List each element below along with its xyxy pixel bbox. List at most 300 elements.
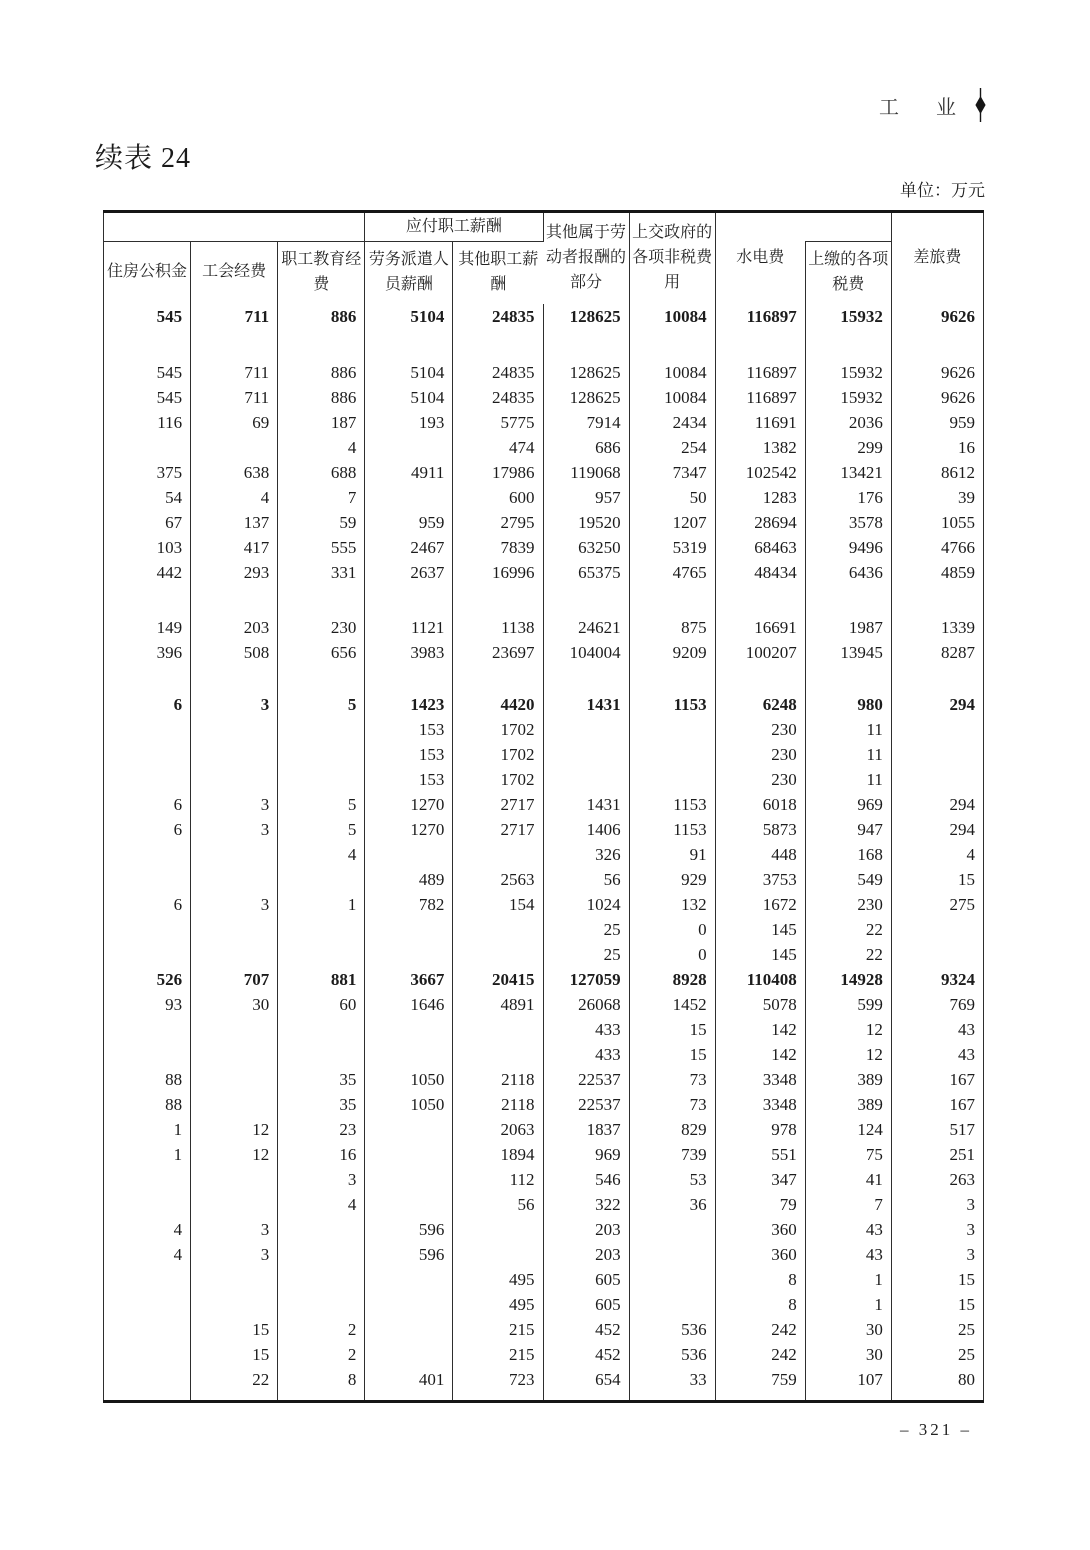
- table-cell: 53: [629, 1167, 715, 1192]
- table-cell: 153: [365, 717, 453, 742]
- table-cell: 474: [453, 435, 543, 460]
- table-cell: 116897: [715, 304, 805, 329]
- table-cell: [365, 1117, 453, 1142]
- table-cell: 15932: [805, 304, 891, 329]
- table-cell: 555: [278, 535, 365, 560]
- table-cell: 969: [805, 792, 891, 817]
- table-cell: [278, 1267, 365, 1292]
- table-cell: [805, 585, 891, 615]
- table-cell: [453, 1392, 543, 1402]
- table-cell: 4859: [891, 560, 983, 585]
- header-blank-cell-right: [805, 212, 891, 242]
- table-cell: 526: [156, 969, 183, 989]
- table-cell: 100207: [715, 640, 805, 665]
- table-cell: 128625: [543, 304, 629, 329]
- table-cell: [278, 1392, 365, 1402]
- table-row: [104, 1067, 984, 1092]
- table-cell: [365, 1267, 453, 1292]
- table-cell: 30: [805, 1317, 891, 1342]
- table-cell: 3348: [715, 1067, 805, 1092]
- table-cell: [278, 1242, 365, 1267]
- table-cell: [278, 665, 365, 692]
- table-cell: 103: [156, 537, 183, 557]
- table-row: [104, 1317, 984, 1342]
- table-cell: 549: [805, 867, 891, 892]
- table-cell: [365, 1042, 453, 1067]
- table-cell: 145: [715, 917, 805, 942]
- table-cell: 69: [191, 410, 278, 435]
- table-cell: 596: [365, 1242, 453, 1267]
- table-cell: 15: [891, 1292, 983, 1317]
- table-cell: 6: [173, 794, 183, 814]
- table-cell: 782: [365, 892, 453, 917]
- table-cell: 3348: [715, 1092, 805, 1117]
- table-cell: 6248: [715, 692, 805, 717]
- table-cell: 25: [891, 1342, 983, 1367]
- table-cell: 4: [173, 1244, 183, 1264]
- table-cell: 495: [453, 1267, 543, 1292]
- table-cell: [278, 742, 365, 767]
- table-cell: 275: [891, 892, 983, 917]
- table-cell: 28694: [715, 510, 805, 535]
- table-cell: 3: [891, 1217, 983, 1242]
- table-cell: 25: [543, 942, 629, 967]
- table-row: [104, 1017, 984, 1042]
- table-cell: 6018: [715, 792, 805, 817]
- table-cell: [365, 329, 453, 360]
- table-cell: [629, 742, 715, 767]
- table-cell: 102542: [715, 460, 805, 485]
- table-cell: [191, 767, 278, 792]
- table-cell: [191, 1392, 278, 1402]
- table-cell: 8612: [891, 460, 983, 485]
- col-header-taxes-paid: 上缴的各项税费: [805, 242, 891, 304]
- table-cell: 43: [891, 1017, 983, 1042]
- table-cell: 35: [278, 1067, 365, 1092]
- table-cell: 4: [278, 842, 365, 867]
- table-cell: 739: [629, 1142, 715, 1167]
- table-cell: [365, 1342, 453, 1367]
- table-cell: [191, 1192, 278, 1217]
- table-cell: [629, 1392, 715, 1402]
- table-cell: 6436: [805, 560, 891, 585]
- table-cell: 24835: [453, 385, 543, 410]
- table-cell: [365, 1192, 453, 1217]
- table-cell: 80: [891, 1367, 983, 1392]
- table-cell: 36: [629, 1192, 715, 1217]
- table-cell: 22: [805, 917, 891, 942]
- table-cell: 2717: [453, 817, 543, 842]
- table-cell: 88: [165, 1069, 183, 1089]
- table-cell: [191, 1092, 278, 1117]
- table-cell: 1270: [365, 792, 453, 817]
- table-cell: 2118: [453, 1067, 543, 1092]
- table-cell: 4: [191, 485, 278, 510]
- table-cell: [365, 485, 453, 510]
- table-cell: 12: [805, 1017, 891, 1042]
- table-cell: [891, 767, 983, 792]
- table-cell: 142: [715, 1017, 805, 1042]
- table-cell: 9626: [891, 360, 983, 385]
- table-cell: [715, 585, 805, 615]
- table-cell: 167: [891, 1067, 983, 1092]
- table-cell: 2063: [453, 1117, 543, 1142]
- table-cell: [278, 1217, 365, 1242]
- table-cell: 73: [629, 1067, 715, 1092]
- table-cell: 881: [278, 967, 365, 992]
- table-cell: 1431: [543, 692, 629, 717]
- table-cell: [278, 329, 365, 360]
- table-cell: 19520: [543, 510, 629, 535]
- table-body: [104, 304, 984, 1402]
- table-cell: 4891: [453, 992, 543, 1017]
- table-cell: [453, 917, 543, 942]
- table-cell: 0: [629, 942, 715, 967]
- table-cell: 1283: [715, 485, 805, 510]
- table-cell: [104, 1017, 191, 1042]
- table-cell: 3: [191, 1217, 278, 1242]
- table-row: [104, 1167, 984, 1192]
- table-cell: 59: [278, 510, 365, 535]
- table-cell: 24621: [543, 615, 629, 640]
- table-cell: 9626: [891, 385, 983, 410]
- table-cell: 3: [191, 1242, 278, 1267]
- table-cell: 193: [365, 410, 453, 435]
- table-cell: [453, 329, 543, 360]
- table-cell: 137: [191, 510, 278, 535]
- table-cell: 25: [543, 917, 629, 942]
- table-cell: 26068: [543, 992, 629, 1017]
- table-cell: 93: [165, 994, 183, 1014]
- header-blank-cell: [104, 212, 365, 242]
- table-row: [104, 767, 984, 792]
- table-cell: [629, 329, 715, 360]
- table-row: [104, 1042, 984, 1067]
- table-cell: [278, 1042, 365, 1067]
- table-cell: 600: [453, 485, 543, 510]
- table-cell: [278, 917, 365, 942]
- table-cell: [365, 665, 453, 692]
- table-cell: 63250: [543, 535, 629, 560]
- table-cell: 9496: [805, 535, 891, 560]
- table-cell: [191, 1042, 278, 1067]
- table-cell: 711: [191, 360, 278, 385]
- table-cell: [104, 742, 191, 767]
- table-row: [104, 1267, 984, 1292]
- table-cell: 230: [805, 892, 891, 917]
- table-cell: 980: [805, 692, 891, 717]
- table-cell: 1672: [715, 892, 805, 917]
- table-cell: 12: [191, 1142, 278, 1167]
- table-cell: 39: [891, 485, 983, 510]
- table-cell: 3: [191, 792, 278, 817]
- table-cell: 1270: [365, 817, 453, 842]
- table-cell: 1153: [629, 692, 715, 717]
- table-cell: 16691: [715, 615, 805, 640]
- table-cell: 294: [891, 817, 983, 842]
- table-cell: 3: [278, 1167, 365, 1192]
- table-cell: [104, 917, 191, 942]
- table-cell: 10084: [629, 304, 715, 329]
- table-cell: 41: [805, 1167, 891, 1192]
- table-cell: 50: [629, 485, 715, 510]
- table-row: [104, 1092, 984, 1117]
- table-cell: [629, 665, 715, 692]
- diamond-marker-icon: [974, 88, 987, 122]
- table-cell: 65375: [543, 560, 629, 585]
- table-cell: 686: [543, 435, 629, 460]
- table-cell: 15: [891, 867, 983, 892]
- table-cell: 15: [891, 1267, 983, 1292]
- table-cell: 605: [543, 1292, 629, 1317]
- table-cell: 1894: [453, 1142, 543, 1167]
- table-cell: 2: [278, 1317, 365, 1342]
- table-cell: 1024: [543, 892, 629, 917]
- table-cell: 1431: [543, 792, 629, 817]
- col-header-dispatched-labor-pay: 劳务派遣人员薪酬: [365, 242, 453, 304]
- table-cell: 1339: [891, 615, 983, 640]
- table-row: [104, 742, 984, 767]
- table-cell: 875: [629, 615, 715, 640]
- table-cell: 263: [891, 1167, 983, 1192]
- chapter-corner-label: [879, 88, 987, 122]
- table-cell: [365, 842, 453, 867]
- table-cell: [278, 1292, 365, 1317]
- table-cell: 688: [278, 460, 365, 485]
- table-cell: 5873: [715, 817, 805, 842]
- table-cell: 4: [891, 842, 983, 867]
- table-cell: [453, 1042, 543, 1067]
- table-cell: [453, 1017, 543, 1042]
- table-cell: 230: [715, 767, 805, 792]
- table-row: [104, 585, 984, 615]
- table-cell: 929: [629, 867, 715, 892]
- table-cell: [629, 1242, 715, 1267]
- table-cell: 4911: [365, 460, 453, 485]
- table-cell: [891, 1392, 983, 1402]
- table-cell: 1: [173, 1119, 183, 1139]
- table-cell: 12: [805, 1042, 891, 1067]
- table-cell: [629, 1292, 715, 1317]
- table-cell: [191, 1167, 278, 1192]
- table-cell: 596: [365, 1217, 453, 1242]
- table-row: [104, 1217, 984, 1242]
- table-cell: 3: [891, 1242, 983, 1267]
- table-cell: 5: [278, 792, 365, 817]
- table-cell: [715, 329, 805, 360]
- table-cell: 3667: [365, 967, 453, 992]
- table-header: [104, 212, 984, 304]
- table-cell: 886: [278, 385, 365, 410]
- table-cell: [278, 867, 365, 892]
- table-cell: 711: [191, 304, 278, 329]
- table-cell: 536: [629, 1317, 715, 1342]
- table-row: [104, 640, 984, 665]
- table-cell: 251: [891, 1142, 983, 1167]
- table-cell: 30: [191, 992, 278, 1017]
- table-cell: 3753: [715, 867, 805, 892]
- table-cell: 230: [715, 717, 805, 742]
- table-cell: 829: [629, 1117, 715, 1142]
- table-cell: 2118: [453, 1092, 543, 1117]
- table-cell: 1: [805, 1292, 891, 1317]
- table-cell: [191, 942, 278, 967]
- table-cell: 545: [156, 362, 183, 382]
- table-cell: 60: [278, 992, 365, 1017]
- table-cell: [365, 1142, 453, 1167]
- table-cell: 10084: [629, 385, 715, 410]
- table-cell: 43: [805, 1242, 891, 1267]
- table-cell: [629, 1217, 715, 1242]
- table-cell: 959: [365, 510, 453, 535]
- table-cell: 375: [156, 462, 183, 482]
- table-cell: 957: [543, 485, 629, 510]
- table-row: [104, 435, 984, 460]
- table-row: [104, 535, 984, 560]
- table-cell: 8287: [891, 640, 983, 665]
- table-cell: [715, 665, 805, 692]
- table-cell: 5: [278, 692, 365, 717]
- table-cell: [365, 585, 453, 615]
- table-cell: 4: [278, 435, 365, 460]
- table-cell: 128625: [543, 360, 629, 385]
- table-cell: 11691: [715, 410, 805, 435]
- table-cell: 293: [191, 560, 278, 585]
- table-row: [104, 329, 984, 360]
- table-cell: 4766: [891, 535, 983, 560]
- table-row: [104, 992, 984, 1017]
- table-cell: 599: [805, 992, 891, 1017]
- table-cell: [891, 329, 983, 360]
- table-cell: [104, 767, 191, 792]
- table-cell: [365, 1017, 453, 1042]
- table-cell: 8: [278, 1367, 365, 1392]
- table-cell: 1646: [365, 992, 453, 1017]
- table-cell: 448: [715, 842, 805, 867]
- table-cell: 551: [715, 1142, 805, 1167]
- table-cell: 230: [715, 742, 805, 767]
- table-row: [104, 1292, 984, 1317]
- table-cell: 215: [453, 1342, 543, 1367]
- table-cell: [629, 767, 715, 792]
- table-cell: 9209: [629, 640, 715, 665]
- table-cell: 116: [157, 412, 183, 432]
- table-cell: 13421: [805, 460, 891, 485]
- table-cell: 1153: [629, 792, 715, 817]
- table-cell: 3: [191, 892, 278, 917]
- table-cell: 68463: [715, 535, 805, 560]
- table-cell: 25: [891, 1317, 983, 1342]
- col-header-housing-fund: 住房公积金: [104, 242, 191, 304]
- col-header-other-staff-pay: 其他职工薪酬: [458, 250, 539, 293]
- table-cell: 322: [543, 1192, 629, 1217]
- table-cell: 8: [715, 1292, 805, 1317]
- table-cell: [191, 329, 278, 360]
- table-cell: 6: [173, 819, 183, 839]
- table-row: [104, 1342, 984, 1367]
- table-cell: 56: [453, 1192, 543, 1217]
- table-cell: 1153: [629, 817, 715, 842]
- table-cell: 43: [805, 1217, 891, 1242]
- table-row: [104, 1117, 984, 1142]
- table-cell: 15: [191, 1317, 278, 1342]
- table-cell: 3578: [805, 510, 891, 535]
- table-row: [104, 717, 984, 742]
- table-cell: [543, 742, 629, 767]
- table-cell: 1452: [629, 992, 715, 1017]
- table-row: [104, 1392, 984, 1402]
- table-cell: 508: [191, 640, 278, 665]
- table-cell: 242: [715, 1342, 805, 1367]
- table-cell: [191, 435, 278, 460]
- col-group-payroll: 应付职工薪酬: [365, 212, 543, 242]
- table-cell: 132: [629, 892, 715, 917]
- table-cell: 2563: [453, 867, 543, 892]
- table-cell: 1382: [715, 435, 805, 460]
- table-cell: 15932: [805, 385, 891, 410]
- table-cell: 959: [891, 410, 983, 435]
- table-cell: 1055: [891, 510, 983, 535]
- table-cell: [891, 942, 983, 967]
- table-cell: 75: [805, 1142, 891, 1167]
- table-cell: 110408: [715, 967, 805, 992]
- table-cell: 22537: [543, 1092, 629, 1117]
- table-cell: 10084: [629, 360, 715, 385]
- table-cell: [191, 585, 278, 615]
- table-cell: 17986: [453, 460, 543, 485]
- table-cell: 5104: [365, 304, 453, 329]
- table-cell: 11: [805, 767, 891, 792]
- table-cell: 20415: [453, 967, 543, 992]
- table-cell: 15932: [805, 360, 891, 385]
- table-cell: 23: [278, 1117, 365, 1142]
- table-cell: 1423: [365, 692, 453, 717]
- table-cell: 1: [173, 1144, 183, 1164]
- table-cell: 104004: [543, 640, 629, 665]
- table-cell: 168: [805, 842, 891, 867]
- header-row-top: [104, 212, 984, 242]
- table-cell: 4: [173, 1219, 183, 1239]
- table-cell: 759: [715, 1367, 805, 1392]
- table-cell: 5319: [629, 535, 715, 560]
- table-cell: 886: [278, 360, 365, 385]
- table-cell: 2467: [365, 535, 453, 560]
- table-cell: [191, 742, 278, 767]
- table-row: [104, 942, 984, 967]
- table-cell: 73: [629, 1092, 715, 1117]
- table-cell: 16: [891, 435, 983, 460]
- table-cell: 442: [156, 562, 183, 582]
- table-cell: 30: [805, 1342, 891, 1367]
- table-cell: 153: [365, 767, 453, 792]
- table-cell: [191, 917, 278, 942]
- table-cell: [191, 1067, 278, 1092]
- table-cell: 1987: [805, 615, 891, 640]
- table-row: [104, 485, 984, 510]
- page-number: – 321 –: [900, 1420, 972, 1439]
- table-cell: 11: [805, 717, 891, 742]
- table-cell: 4420: [453, 692, 543, 717]
- table-cell: 605: [543, 1267, 629, 1292]
- table-cell: [104, 1192, 191, 1217]
- table-cell: 149: [156, 617, 183, 637]
- table-cell: 215: [453, 1317, 543, 1342]
- table-cell: [278, 767, 365, 792]
- table-row: [104, 360, 984, 385]
- table-cell: 254: [629, 435, 715, 460]
- table-cell: 1702: [453, 742, 543, 767]
- table-cell: 3: [191, 817, 278, 842]
